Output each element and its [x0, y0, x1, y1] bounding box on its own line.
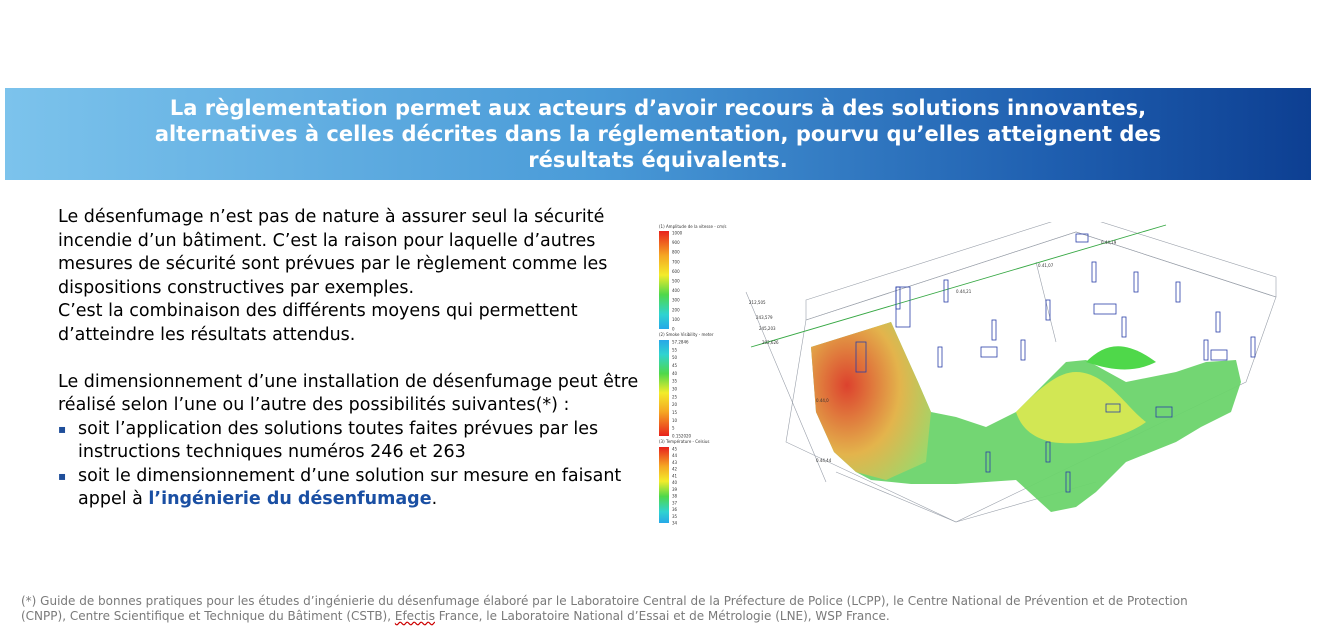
bullet-2-suffix: . — [431, 489, 438, 509]
legend-tick: 600 — [672, 268, 680, 274]
legend-tick: 10 — [672, 417, 678, 423]
legend-tick: 37 — [672, 500, 678, 506]
color-scale — [659, 340, 669, 436]
legend-title: (1) Amplitude de la vitesse - cm/s — [659, 224, 727, 229]
column — [1216, 312, 1220, 332]
vent — [1211, 350, 1227, 360]
legend-tick: 38 — [672, 493, 678, 499]
scene-label: 0.44,21 — [956, 289, 972, 294]
options-list — [58, 418, 658, 512]
legend-tick: 1000 — [672, 230, 683, 236]
vent — [981, 347, 997, 357]
legend-tick: 34 — [672, 520, 678, 526]
legend-tick: 45 — [672, 363, 678, 368]
legend-tick: 41 — [672, 473, 678, 479]
legend-tick: 25 — [672, 394, 678, 400]
legend-tick: 50 — [672, 355, 678, 361]
column — [1092, 262, 1096, 282]
legend-tick: 800 — [672, 249, 680, 255]
legend-tick: 900 — [672, 240, 680, 246]
legend-tick: 55 — [672, 347, 678, 353]
legend-tick: 40 — [672, 480, 678, 486]
legend-tick: 400 — [672, 288, 680, 294]
legend-tick: 44 — [672, 453, 678, 459]
legend-tick: 45 — [672, 446, 678, 452]
legend-tick: 0 — [672, 326, 675, 332]
vent — [1094, 304, 1116, 314]
legend-tick: 35 — [672, 378, 678, 384]
legend-tick: 200 — [672, 307, 680, 313]
column — [1021, 340, 1025, 360]
bullet-2-text: soit le dimensionnement d’une solution sur mesure en faisant appel à — [78, 465, 622, 509]
legend-tick: 43 — [672, 459, 678, 465]
roof-edge — [806, 222, 1276, 320]
column — [1204, 340, 1208, 360]
column — [1122, 317, 1126, 337]
paragraph-gap — [58, 347, 658, 371]
column — [1251, 337, 1255, 357]
paragraph-2: C’est la combinaison des différents moyens qui permettent d’atteindre les résultats attendus. — [58, 301, 578, 345]
smoke-field — [811, 322, 1241, 512]
main-text — [58, 206, 658, 512]
list-item — [58, 418, 658, 465]
title-banner — [5, 88, 1311, 180]
legend-tick: 36 — [672, 507, 678, 513]
scene-label: 202,626 — [762, 340, 779, 345]
column — [938, 347, 942, 367]
smoke-simulation-figure — [656, 222, 1312, 530]
legend-tick: 300 — [672, 297, 680, 303]
box — [896, 287, 910, 327]
legend-tick: 30 — [672, 386, 678, 392]
legend-tick: 39 — [672, 486, 678, 492]
scene-label: 0.44,0 — [816, 398, 829, 403]
legend-tick: 700 — [672, 259, 680, 265]
column — [992, 320, 996, 340]
legend-temperature — [659, 439, 709, 526]
scene-label: 212,505 — [749, 300, 766, 305]
legend-visibility — [659, 332, 714, 439]
footnote-text: (*) Guide de bonnes pratiques pour les études d’ingénierie du désenfumage élaboré par le Laboratoire Central de la Préfecture de Police (LCPP), le Centre National de Prévention et de Protection (CNPP), Centre Scientifique et Technique du Bâtiment (CSTB), — [21, 594, 1188, 623]
axis-line — [746, 292, 826, 482]
hot-zone — [811, 322, 931, 480]
legend-tick: 500 — [672, 278, 680, 284]
legend-tick: 100 — [672, 316, 680, 322]
column — [1176, 282, 1180, 302]
legend-title: (2) Smoke Visibility - meter — [659, 332, 714, 337]
footnote — [21, 594, 1221, 624]
banner-title: La règlementation permet aux acteurs d’avoir recours à des solutions innovantes, alternatives à celles décrites dans la réglementation, pourvu qu’elles atteignent des résultats équivalents. — [154, 96, 1162, 172]
legend-tick: 15 — [672, 410, 678, 415]
bullet-marker: ▪ — [58, 468, 67, 483]
paragraph-1: Le désenfumage n’est pas de nature à assurer seul la sécurité incendie d’un bâtiment. C’est la raison pour laquelle d’autres mesures de sécurité sont prévues par le règlement comme les dispositions constructives par exemples. — [58, 207, 608, 298]
scene-label: 243,579 — [756, 315, 773, 320]
list-item — [58, 465, 658, 512]
legend-title: (3) Température - Celsius — [659, 439, 710, 444]
legend-tick: 20 — [672, 402, 678, 408]
color-scale — [659, 447, 669, 523]
color-scale — [659, 231, 669, 329]
legend-velocity — [659, 224, 726, 332]
legend-tick: 57.2846 — [672, 339, 689, 345]
legend-tick: 40 — [672, 370, 678, 376]
legend-tick: 5 — [672, 425, 675, 431]
column — [944, 280, 948, 302]
ingenierie-link: l’ingénierie du désenfumage — [148, 489, 432, 509]
paragraph-3: Le dimensionnement d’une installation de désenfumage peut être réalisé selon l’une ou l’autre des possibilités suivantes(*) : — [58, 371, 639, 415]
legend-tick: 42 — [672, 466, 678, 472]
bullet-1-text: soit l’application des solutions toutes faites prévues par les instructions techniques numéros 246 et 263 — [78, 418, 599, 462]
scene-label: 0.44,44 — [816, 458, 832, 463]
legend-tick: 35 — [672, 513, 678, 519]
footnote-text-end: France, le Laboratoire National d’Essai et de Métrologie (LNE), WSP France. — [434, 609, 890, 623]
scene-label: 0.41,07 — [1038, 263, 1054, 268]
legend-tick: 0.152020 — [672, 433, 692, 439]
scene-label: 0.44,19 — [1101, 240, 1117, 245]
scene-label: 245,203 — [759, 326, 776, 331]
bullet-marker: ▪ — [58, 421, 67, 436]
footnote-efectis: Efectis — [394, 609, 435, 623]
column — [1134, 272, 1138, 292]
